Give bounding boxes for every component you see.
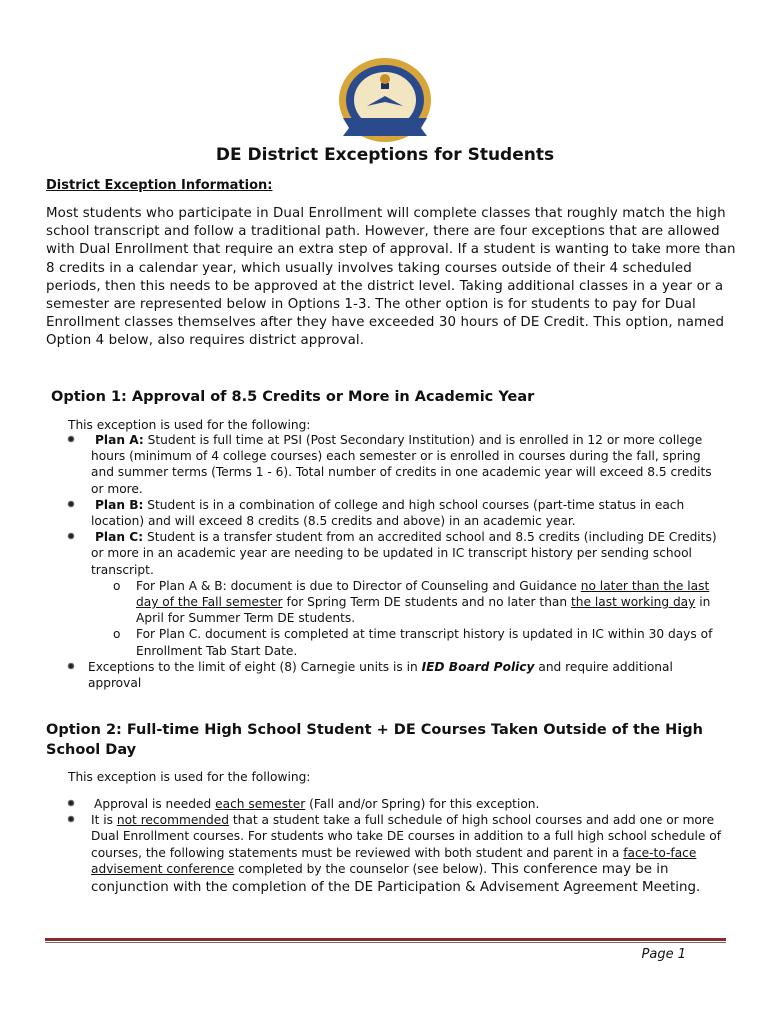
plan-b-label: Plan B: bbox=[95, 497, 144, 512]
b2-conference-note: This conference may be in conjunction with the completion of the DE Participation & Advisement Agreement Meeting. bbox=[91, 861, 701, 895]
face-to-face-conference: face-to-face advisement conference bbox=[91, 845, 697, 876]
option2-lead: This exception is used for the following: bbox=[68, 770, 311, 784]
option2-title: Option 2: Full-time High School Student + DE Courses Taken Outside of the High School Day bbox=[46, 722, 703, 758]
plan-b-text: Student is in a combination of college and high school courses (part-time status in each location) and will exceed 8 credits (8.5 credits and above) in an academic year. bbox=[91, 497, 685, 529]
page-number: Page 1 bbox=[641, 947, 686, 962]
exceptions-item bbox=[66, 659, 726, 691]
approval-item bbox=[66, 796, 726, 812]
plan-b-item bbox=[66, 497, 726, 529]
plan-sublist bbox=[91, 578, 726, 659]
not-recommended-item bbox=[66, 812, 726, 897]
intro-paragraph: Most students who participate in Dual Enrollment will complete classes that roughly match the high school transcript and follow a traditional path. However, there are four exceptions that are allowed with Dual Enrollment that require an extra step of approval. If a student is wanting to take more than 8 credits in a calendar year, which usually involves taking courses outside of their 4 scheduled periods, then this needs to be approved at the district level. Taking additional classes in a year or a semester are represented below in Options 1-3. The other option is for students to pay for Dual Enrollment classes themselves after they have exceeded 30 hours of DE Credit. This option, named Option 4 below, also requires district approval. bbox=[46, 206, 736, 349]
sub-item-plan-ab bbox=[91, 578, 726, 627]
page-title: DE District Exceptions for Students bbox=[215, 145, 555, 165]
b2-text: It is bbox=[91, 813, 117, 828]
plan-c-label: Plan C: bbox=[95, 530, 144, 545]
sub1-text: For Plan A & B: document is due to Director of Counseling and Guidance bbox=[136, 578, 581, 593]
option2-list bbox=[66, 796, 726, 897]
plan-a-item bbox=[66, 432, 726, 497]
plan-c-item bbox=[66, 529, 726, 659]
sub1-post: in April for Summer Term DE students. bbox=[136, 595, 711, 626]
sub-item-plan-c: o For Plan C. document is completed at time transcript history is updated in IC within 30 days of Enrollment Tab Start Date. bbox=[91, 626, 726, 658]
sub1-deadline: no later than the last day of the Fall semester bbox=[136, 578, 710, 610]
ied-board-policy: IED Board Policy bbox=[421, 659, 535, 674]
sub1-last-working-day: the last working day bbox=[571, 595, 696, 610]
plan-c-text: Student is a transfer student from an accredited school and 8.5 credits (including DE Credits) or more in an academic year are needing to be updated in IC transcript history per sending school transcript. bbox=[91, 530, 717, 577]
b2-post: completed by the counselor (see below). bbox=[234, 861, 488, 876]
exc-post: and require additional approval bbox=[88, 659, 673, 691]
option1-lead: This exception is used for the following: bbox=[68, 418, 311, 432]
footer-rule-thin bbox=[45, 942, 726, 943]
b1-text: Approval is needed bbox=[94, 797, 216, 811]
exc-text: Exceptions to the limit of eight (8) Carnegie units is in bbox=[88, 659, 422, 674]
option1-list bbox=[66, 432, 726, 691]
b1-post: (Fall and/or Spring) for this exception. bbox=[305, 797, 540, 811]
plan-a-text: Student is full time at PSI (Post Secondary Institution) and is enrolled in 12 or more college hours (minimum of 4 college courses) each semester or is enrolled in courses during the fall, spring and summer terms (Terms 1 - 6). Total number of credits in one academic year will exceed 8.5 credits or more. bbox=[91, 433, 712, 496]
sub1-mid: for Spring Term DE students and no later than bbox=[282, 595, 571, 610]
section-heading: District Exception Information: bbox=[46, 178, 273, 193]
b2-mid: that a student take a full schedule of high school courses and add one or more Dual Enrollment courses. For students who take DE courses in addition to a full high school schedule of courses, the following statements must be reviewed with both student and parent in a bbox=[91, 813, 722, 860]
option1-title: Option 1: Approval of 8.5 Credits or More in Academic Year bbox=[51, 389, 535, 405]
plan-a-label: Plan A: bbox=[95, 433, 144, 447]
district-seal-logo bbox=[335, 56, 435, 146]
footer-rule bbox=[45, 938, 726, 941]
each-semester: each semester bbox=[215, 797, 306, 811]
not-recommended: not recommended bbox=[116, 813, 230, 828]
